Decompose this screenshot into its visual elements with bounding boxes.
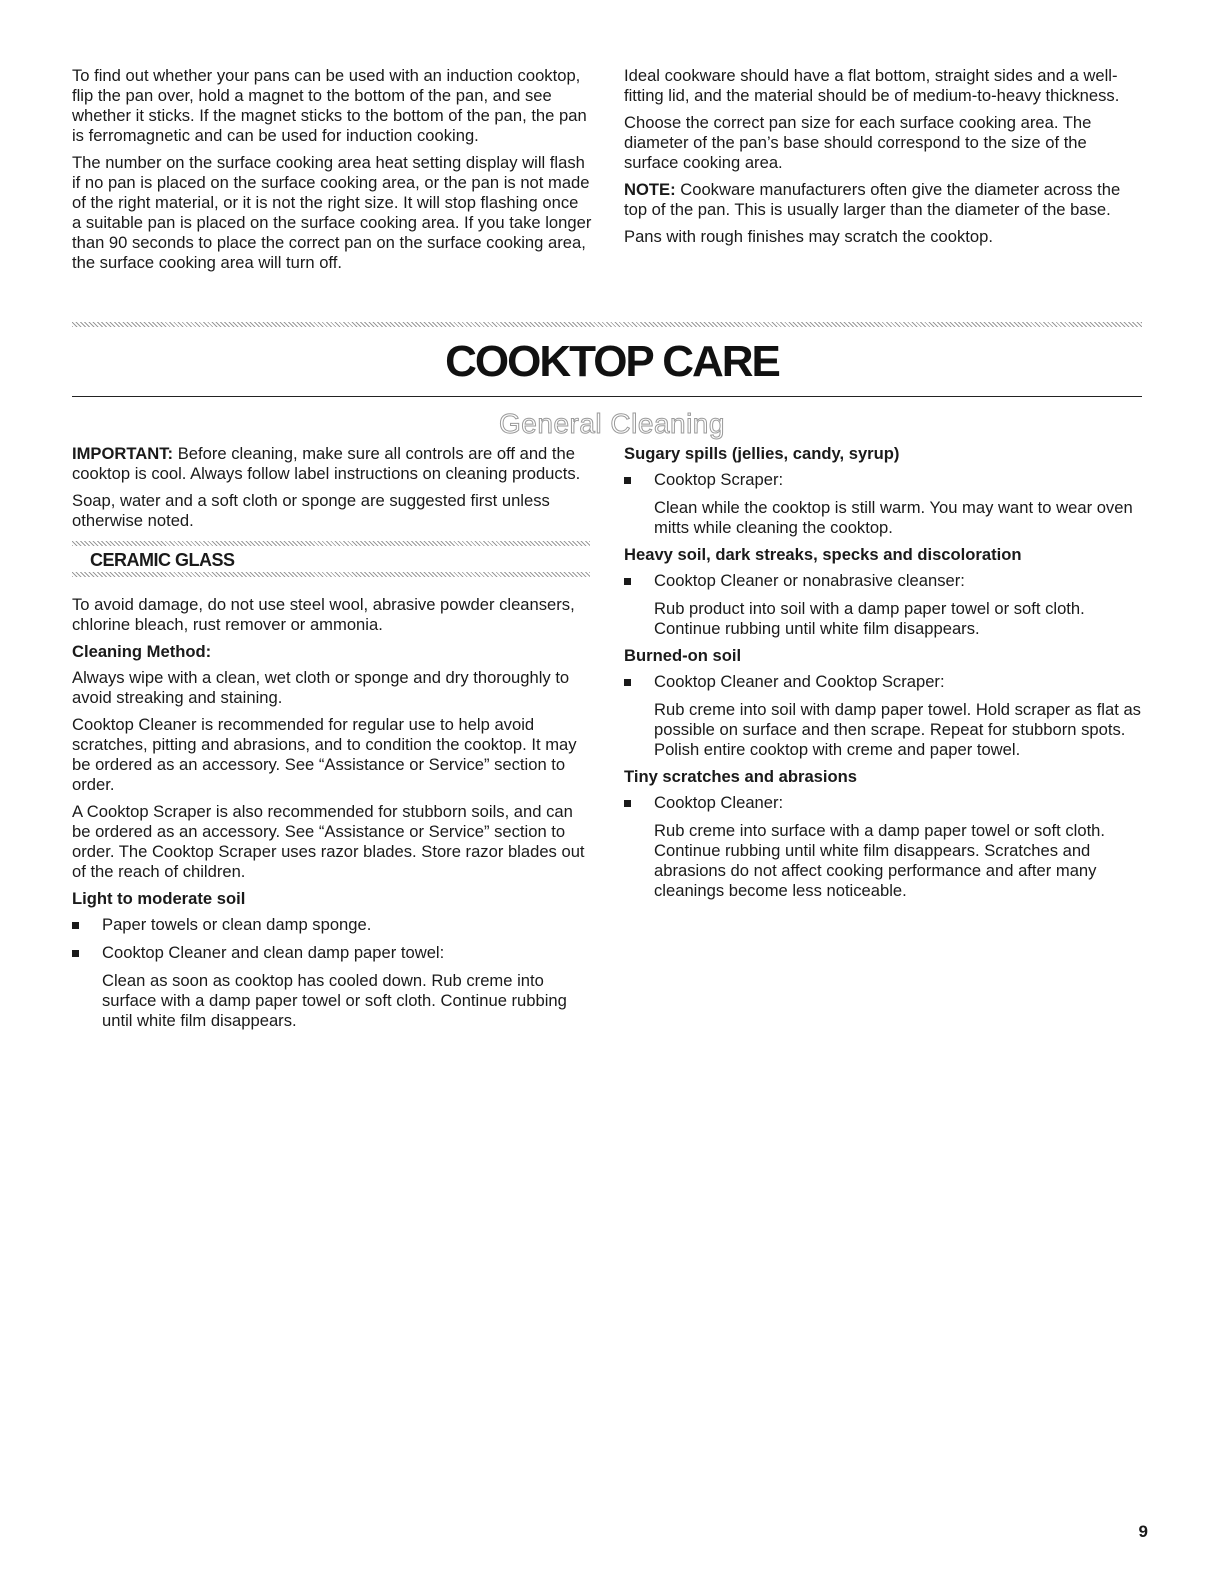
page-number: 9 bbox=[1138, 1522, 1148, 1541]
wipe-paragraph: Always wipe with a clean, wet cloth or sponge and dry thoroughly to avoid streaking and staining. bbox=[72, 668, 570, 707]
bullet-text: Cooktop Cleaner and clean damp paper towel: bbox=[102, 943, 445, 962]
bottom-right-column bbox=[624, 444, 1142, 908]
section-title: General Cleaning bbox=[499, 408, 725, 439]
note-label: NOTE: bbox=[624, 180, 676, 199]
bullet-square-icon bbox=[624, 679, 631, 686]
important-paragraph bbox=[72, 444, 590, 484]
heavy-soil-detail: Rub product into soil with a damp paper towel or soft cloth. Continue rubbing until white film disappears. bbox=[654, 599, 1085, 638]
ceramic-glass-title: CERAMIC GLASS bbox=[90, 550, 235, 570]
light-soil-detail: Clean as soon as cooktop has cooled down. Rub creme into surface with a damp paper towel or soft cloth. Continue rubbing until white film disappears. bbox=[102, 971, 567, 1030]
ceramic-hatch-bottom bbox=[72, 572, 590, 577]
title-rule bbox=[72, 396, 1142, 397]
cooktop-cleaner-paragraph: Cooktop Cleaner is recommended for regular use to help avoid scratches, pitting and abrasions, and to condition the cooktop. It may be ordered as an accessory. See “Assistance or Service” section to order. bbox=[72, 715, 577, 794]
important-text: Before cleaning, make sure all controls are off and the cooktop is cool. Always follow label instructions on cleaning products. bbox=[72, 444, 581, 483]
top-right-column bbox=[624, 66, 1140, 254]
heavy-soil-heading: Heavy soil, dark streaks, specks and discoloration bbox=[624, 545, 1022, 564]
bullet-text: Cooktop Scraper: bbox=[654, 470, 784, 489]
list-item bbox=[72, 943, 590, 963]
bullet-text: Cooktop Cleaner or nonabrasive cleanser: bbox=[654, 571, 965, 590]
ideal-cookware-paragraph: Ideal cookware should have a flat bottom, straight sides and a well-fitting lid, and the material should be of medium-to-heavy thickness. bbox=[624, 66, 1120, 105]
hatched-divider bbox=[72, 322, 1142, 327]
list-item bbox=[624, 470, 1142, 490]
page-title: COOKTOP CARE bbox=[445, 337, 779, 386]
cleaning-method-heading: Cleaning Method: bbox=[72, 642, 212, 661]
pan-size-paragraph: Choose the correct pan size for each surface cooking area. The diameter of the pan’s base should correspond to the size of the surface cooking area. bbox=[624, 113, 1092, 172]
burned-on-soil-detail: Rub creme into soil with damp paper towel. Hold scraper as flat as possible on surface and then scrape. Repeat for stubborn spots. Polish entire cooktop with creme and paper towel. bbox=[654, 700, 1141, 759]
bullet-text: Cooktop Cleaner: bbox=[654, 793, 784, 812]
bullet-square-icon bbox=[624, 477, 631, 484]
note-text: Cookware manufacturers often give the diameter across the top of the pan. This is usually larger than the diameter of the base. bbox=[624, 180, 1121, 219]
tiny-scratches-heading: Tiny scratches and abrasions bbox=[624, 767, 858, 786]
top-left-column bbox=[72, 66, 592, 280]
flashing-display-paragraph: The number on the surface cooking area heat setting display will flash if no pan is placed on the surface cooking area, or the pan is not made of the right material, or it is not the right size. It will stop flashing once a suitable pan is placed on the surface cooking area. If you take longer than 90 seconds to place the correct pan on the surface cooking area, the surface cooking area will turn off. bbox=[72, 153, 592, 272]
rough-finish-paragraph: Pans with rough finishes may scratch the cooktop. bbox=[624, 227, 993, 246]
avoid-damage-paragraph: To avoid damage, do not use steel wool, abrasive powder cleansers, chlorine bleach, rust remover or ammonia. bbox=[72, 595, 575, 634]
light-soil-heading: Light to moderate soil bbox=[72, 889, 246, 908]
sugary-spills-heading: Sugary spills (jellies, candy, syrup) bbox=[624, 444, 900, 463]
ceramic-glass-header bbox=[72, 541, 590, 583]
sugary-spills-detail: Clean while the cooktop is still warm. You may want to wear oven mitts while cleaning the cooktop. bbox=[654, 498, 1133, 537]
cooktop-scraper-paragraph: A Cooktop Scraper is also recommended for stubborn soils, and can be ordered as an accessory. See “Assistance or Service” section to order. The Cooktop Scraper uses razor blades. Store razor blades out of the reach of children. bbox=[72, 802, 585, 881]
tiny-scratches-detail: Rub creme into surface with a damp paper towel or soft cloth. Continue rubbing until white film disappears. Scratches and abrasions do not affect cooking performance and after many cleanings become less noticeable. bbox=[654, 821, 1106, 900]
bottom-left-column bbox=[72, 444, 590, 1038]
list-item bbox=[72, 915, 590, 935]
list-item bbox=[624, 793, 1142, 813]
important-label: IMPORTANT: bbox=[72, 444, 174, 463]
list-item bbox=[624, 571, 1142, 591]
bullet-square-icon bbox=[72, 922, 79, 929]
soap-paragraph: Soap, water and a soft cloth or sponge are suggested first unless otherwise noted. bbox=[72, 491, 550, 530]
ceramic-hatch-top bbox=[72, 541, 590, 546]
bullet-text: Paper towels or clean damp sponge. bbox=[102, 915, 372, 934]
bullet-square-icon bbox=[624, 578, 631, 585]
induction-test-paragraph: To find out whether your pans can be used with an induction cooktop, flip the pan over, hold a magnet to the bottom of the pan, and see whether it sticks. If the magnet sticks to the bottom of the pan, the pan is ferromagnetic and can be used for induction cooking. bbox=[72, 66, 587, 145]
bullet-square-icon bbox=[624, 800, 631, 807]
burned-on-soil-heading: Burned-on soil bbox=[624, 646, 742, 665]
note-paragraph bbox=[624, 180, 1140, 220]
bullet-square-icon bbox=[72, 950, 79, 957]
list-item bbox=[624, 672, 1142, 692]
bullet-text: Cooktop Cleaner and Cooktop Scraper: bbox=[654, 672, 945, 691]
